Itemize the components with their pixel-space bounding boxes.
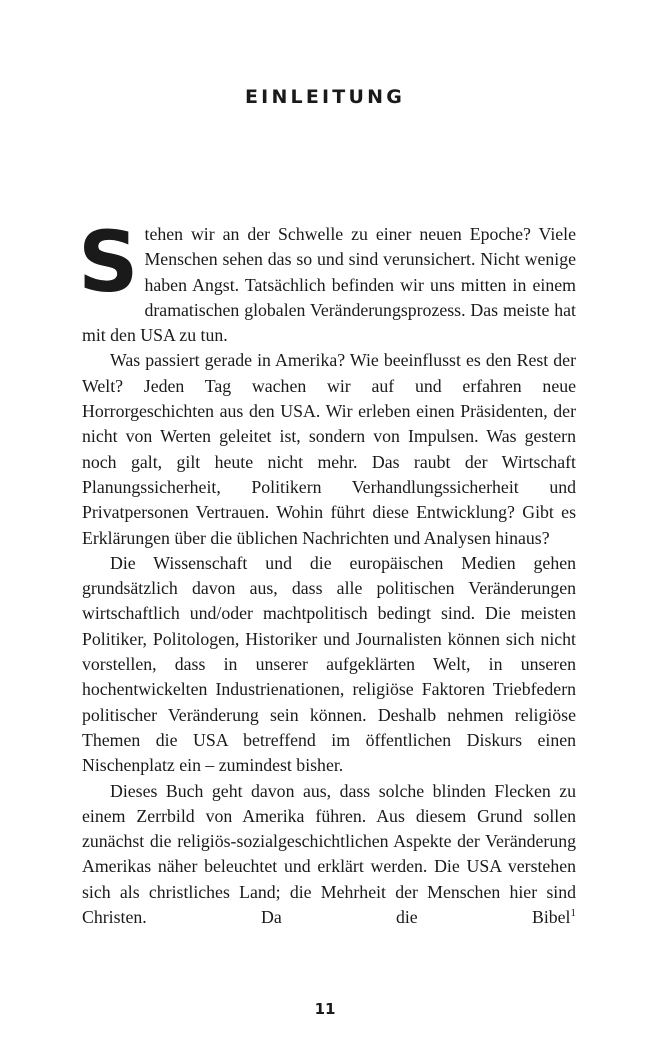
- paragraph-3: [82, 551, 576, 779]
- paragraph-1-text: tehen wir an der Schwelle zu einer neuen Epoche? Viele Menschen sehen das so und sind verunsichert. Nicht wenige haben Angst. Tatsächlich befinden wir uns mitten in einem dramatischen globalen Veränderungsprozess. Das meiste hat mit den USA zu tun.: [82, 224, 576, 346]
- paragraph-4-text: Dieses Buch geht davon aus, dass solche blinden Flecken zu einem Zerrbild von Amerika führen. Aus diesem Grund sollen zunächst die religiös-sozialgeschichtlichen Aspekte der Veränderung Amerikas näher beleuchtet und erklärt werden. Die USA verstehen sich als christliches Land; die Mehrheit der Menschen hier sind Christen. Da die Bibel: [82, 780, 576, 928]
- chapter-title: EINLEITUNG: [245, 86, 405, 108]
- paragraph-4: [82, 779, 576, 931]
- paragraph-1: [78, 213, 576, 348]
- paragraph-2-text: Was passiert gerade in Amerika? Wie beeinflusst es den Rest der Welt? Jeden Tag wachen wir auf und erfahren neue Horrorgeschichten aus den USA. Wir erleben einen Präsidenten, der nicht von Werten geleitet ist, sondern von Impulsen. Was gestern noch galt, gilt heute nicht mehr. Das raubt der Wirtschaft Planungssicherheit, Politikern Verhandlungssicherheit und Privatpersonen Vertrauen. Wohin führt diese Entwicklung? Gibt es Erklärungen über die üblichen Nachrichten und Analysen hinaus?: [82, 350, 576, 548]
- page-number: 11: [314, 1000, 336, 1018]
- paragraph-3-text: Die Wissenschaft und die europäischen Medien gehen grundsätzlich davon aus, dass alle politischen Veränderungen wirtschaftlich und/oder machtpolitisch bedingt sind. Die meisten Politiker, Politologen, Historiker und Journalisten können sich nicht vorstellen, dass in unserer aufgeklärten Welt, in unseren hochentwickelten Industrienationen, religiöse Faktoren Triebfedern politischer Veränderung sein können. Deshalb nehmen religiöse Themen die USA betreffend im öffentlichen Diskurs einen Nischenplatz ein – zumindest bisher.: [82, 552, 576, 776]
- paragraph-2: [82, 348, 576, 550]
- body-text: [78, 213, 576, 930]
- drop-cap: S: [78, 213, 139, 311]
- footnote-marker: 1: [570, 907, 576, 920]
